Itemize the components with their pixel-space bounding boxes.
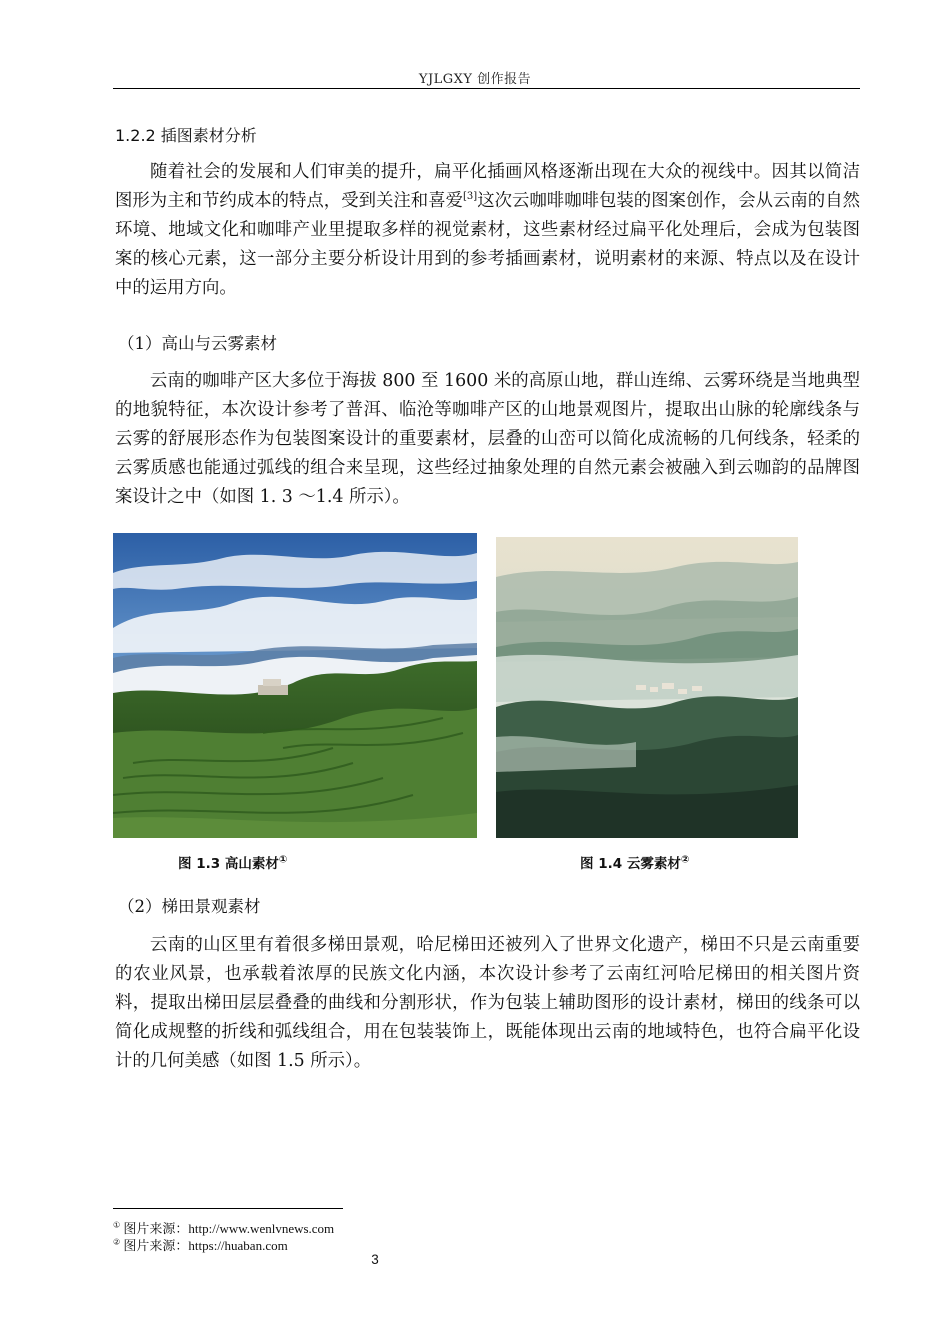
caption-footnote-mark: ① (278, 854, 288, 866)
caption-footnote-mark: ② (680, 854, 690, 866)
header-rule (113, 88, 860, 89)
mist-photo (496, 537, 798, 838)
footnote-rule (113, 1208, 343, 1209)
mountains-paragraph: 云南的咖啡产区大多位于海拔 800 至 1600 米的高原山地，群山连绵、云雾环绕是当地典型的地貌特征，本次设计参考了普洱、临沧等咖啡产区的山地景观图片，提取出山脉的轮廓线条与云雾的舒展形态作为包装图案设计的重要素材，层叠的山峦可以简化成流畅的几何线条，轻柔的云雾质感也能通过弧线的组合来呈现，这些经过抽象处理的自然元素会被融入到云咖韵的品牌图案设计之中（如图 1. 3 ～1.4 所示）。 (115, 371, 860, 507)
footnote-mark: ② (113, 1237, 121, 1247)
footnote-mark: ① (113, 1220, 121, 1230)
terraces-paragraph: 云南的山区里有着很多梯田景观，哈尼梯田还被列入了世界文化遗产，梯田不只是云南重要的农业风景，也承载着浓厚的民族文化内涵，本次设计参考了云南红河哈尼梯田的相关图片资料，提取出梯田层层叠叠的曲线和分割形状，作为包装上辅助图形的设计素材，梯田的线条可以简化成规整的折线和弧线组合，用在包装装饰上，既能体现出云南的地域特色，也符合扁平化设计的几何美感（如图 1.5 所示）。 (115, 935, 860, 1071)
intro-paragraph (115, 158, 860, 303)
caption-text: 图 1.3 高山素材 (178, 856, 279, 872)
intro-text-after-ref: 这次云咖啡咖啡包装的图案创作，会从云南的自然环境、地域文化和咖啡产业里提取多样的视觉素材，这些素材经过扁平化处理后，会成为包装图案的核心元素，这一部分主要分析设计用到的参考插画素材，说明素材的来源、特点以及在设计中的运用方向。 (115, 191, 860, 298)
subsection-title-mountains: （1）高山与云雾素材 (118, 334, 277, 353)
citation-ref: [3] (463, 191, 478, 203)
subsection-title-terraces: （2）梯田景观素材 (118, 897, 261, 916)
caption-text: 图 1.4 云雾素材 (580, 856, 681, 872)
running-header: YJLGXY 创作报告 (418, 72, 532, 87)
footnote-text: 图片来源：https://huaban.com (120, 1238, 288, 1253)
section-heading: 1.2.2 插图素材分析 (115, 126, 257, 145)
figure-caption-1-3 (178, 852, 287, 872)
footnote-text: 图片来源：http://www.wenlvnews.com (120, 1221, 335, 1236)
figure-caption-1-4 (580, 852, 689, 872)
page-number: 3 (371, 1252, 379, 1267)
mountain-photo (113, 533, 477, 838)
intro-text-before-ref: 随着社会的发展和人们审美的提升，扁平化插画风格逐渐出现在大众的视线中。因其以简洁图形为主和节约成本的特点，受到关注和喜爱 (115, 162, 860, 211)
